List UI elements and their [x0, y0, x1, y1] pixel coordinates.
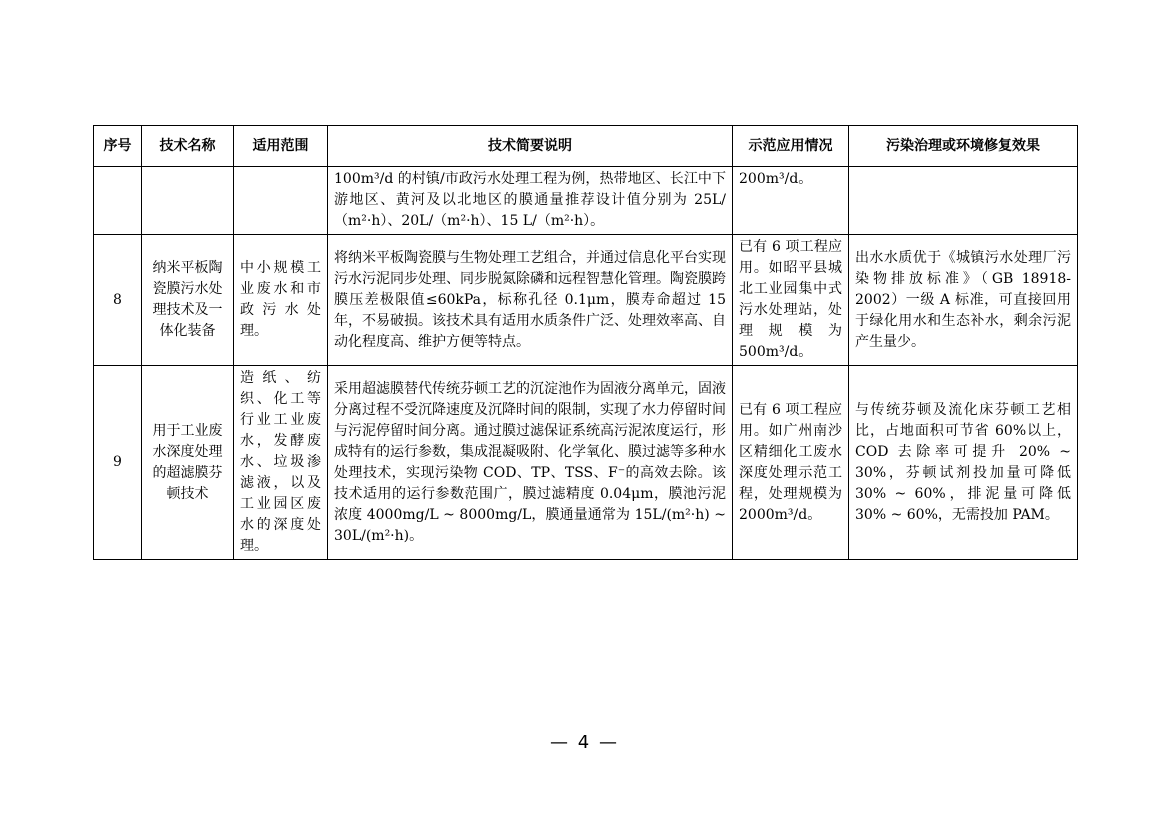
cell-effect [849, 167, 1078, 235]
cell-description: 采用超滤膜替代传统芬顿工艺的沉淀池作为固液分离单元，固液分离过程不受沉降速度及沉降时间的限制，实现了水力停留时间与污泥停留时间分离。通过膜过滤保证系统高污泥浓度运行，形成特有的运行参数，集成混凝吸附、化学氧化、膜过滤等多种水处理技术，实现污染物 COD、TP、TSS、F⁻的高效去除。该技术适用的运行参数范围广，膜过滤精度 0.04μm，膜池污泥浓度 4000mg/L ~ 8000mg/L，膜通量通常为 15L/(m²·h) ~ 30L/(m²·h)。 [328, 366, 733, 560]
table-header-row [94, 126, 1078, 167]
cell-demo: 已有 6 项工程应用。如广州南沙区精细化工废水深度处理示范工程，处理规模为 2000m³/d。 [733, 366, 849, 560]
table-row [94, 235, 1078, 366]
header-description: 技术简要说明 [328, 126, 733, 167]
header-effect: 污染治理或环境修复效果 [849, 126, 1078, 167]
cell-tech-name: 用于工业废水深度处理的超滤膜芬顿技术 [142, 366, 234, 560]
cell-effect: 出水水质优于《城镇污水处理厂污染物排放标准》（GB 18918-2002）一级 A 标准，可直接回用于绿化用水和生态补水，剩余污泥产生量少。 [849, 235, 1078, 366]
cell-number: 9 [94, 366, 142, 560]
header-scope: 适用范围 [234, 126, 328, 167]
technology-table [93, 125, 1078, 560]
cell-scope: 造纸、纺织、化工等行业工业废水，发酵废水、垃圾渗滤液，以及工业园区废水的深度处理。 [234, 366, 328, 560]
header-demo: 示范应用情况 [733, 126, 849, 167]
cell-effect: 与传统芬顿及流化床芬顿工艺相比，占地面积可节省 60%以上，COD 去除率可提升 20% ~ 30%，芬顿试剂投加量可降低 30% ~ 60%，排泥量可降低 30% ~ 60%，无需投加 PAM。 [849, 366, 1078, 560]
cell-scope: 中小规模工业废水和市政污水处理。 [234, 235, 328, 366]
cell-demo: 200m³/d。 [733, 167, 849, 235]
header-tech-name: 技术名称 [142, 126, 234, 167]
table-row [94, 366, 1078, 560]
page-number: — 4 — [550, 732, 619, 753]
cell-description: 100m³/d 的村镇/市政污水处理工程为例，热带地区、长江中下游地区、黄河及以北地区的膜通量推荐设计值分别为 25L/（m²·h）、20L/（m²·h）、15 L/（m²·h）。 [328, 167, 733, 235]
cell-demo: 已有 6 项工程应用。如昭平县城北工业园集中式污水处理站，处理规模为 500m³/d。 [733, 235, 849, 366]
cell-tech-name [142, 167, 234, 235]
cell-number: 8 [94, 235, 142, 366]
cell-scope [234, 167, 328, 235]
header-number: 序号 [94, 126, 142, 167]
cell-number [94, 167, 142, 235]
table-row [94, 167, 1078, 235]
cell-description: 将纳米平板陶瓷膜与生物处理工艺组合，并通过信息化平台实现污水污泥同步处理、同步脱氮除磷和远程智慧化管理。陶瓷膜跨膜压差极限值≤60kPa，标称孔径 0.1μm，膜寿命超过 15 年，不易破损。该技术具有适用水质条件广泛、处理效率高、自动化程度高、维护方便等特点。 [328, 235, 733, 366]
cell-tech-name: 纳米平板陶瓷膜污水处理技术及一体化装备 [142, 235, 234, 366]
